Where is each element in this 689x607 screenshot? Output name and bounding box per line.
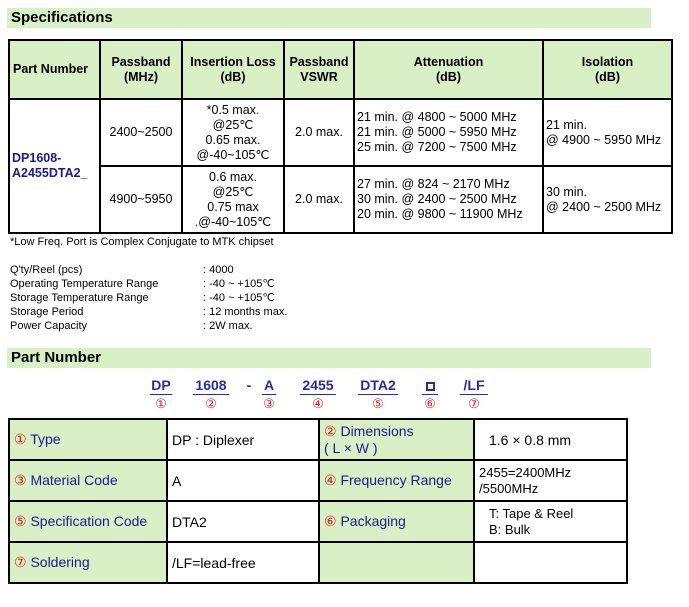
pn-value-type: DP : Diplexer bbox=[167, 419, 319, 460]
pn-label-specification: ⑤ Specification Code bbox=[9, 501, 167, 542]
properties-list bbox=[10, 263, 287, 333]
vswr-cell: 2.0 max. bbox=[284, 166, 354, 233]
property-value: : 2W max. bbox=[203, 320, 253, 332]
pn-label-frequency: ④ Frequency Range bbox=[319, 460, 474, 501]
property-value: : -40 ~ +105℃ bbox=[203, 278, 275, 290]
part-number-code bbox=[0, 377, 689, 417]
vswr-cell: 2.0 max. bbox=[284, 99, 354, 166]
packaging-square-icon bbox=[426, 382, 435, 391]
code-segment-type: DP ① bbox=[151, 377, 171, 411]
property-value: : -40 ~ +105℃ bbox=[203, 292, 275, 304]
pn-value-soldering: /LF=lead-free bbox=[167, 542, 319, 583]
property-value: : 4000 bbox=[203, 264, 234, 276]
passband-cell: 2400~2500 bbox=[100, 99, 182, 166]
spec-row-low bbox=[9, 99, 672, 166]
pn-row bbox=[9, 460, 627, 501]
code-segment-material: A ③ bbox=[263, 377, 275, 411]
pn-value-dimensions: 1.6 × 0.8 mm bbox=[474, 419, 627, 460]
header-isolation: Isolation (dB) bbox=[543, 40, 672, 99]
property-row bbox=[10, 263, 287, 277]
part-number-cell: DP1608- A2455DTA2_ bbox=[9, 99, 100, 233]
isolation-cell: 21 min. @ 4900 ~ 5950 MHz bbox=[543, 99, 672, 166]
attenuation-cell: 27 min. @ 824 ~ 2170 MHz 30 min. @ 2400 ~ 2500 MHz 20 min. @ 9800 ~ 11900 MHz bbox=[354, 166, 543, 233]
property-row bbox=[10, 291, 287, 305]
spec-row-high bbox=[9, 166, 672, 233]
property-label: Storage Temperature Range bbox=[10, 292, 149, 304]
specifications-table bbox=[8, 39, 673, 234]
property-label: Operating Temperature Range bbox=[10, 278, 159, 290]
pn-label-packaging: ⑥ Packaging bbox=[319, 501, 474, 542]
part-number-table bbox=[8, 418, 628, 584]
pn-label-material: ③ Material Code bbox=[9, 460, 167, 501]
pn-row bbox=[9, 501, 627, 542]
code-segment-frequency: 2455 ④ bbox=[300, 377, 336, 413]
passband-cell: 4900~5950 bbox=[100, 166, 182, 233]
code-segment-dimensions: 1608 ② bbox=[193, 377, 229, 413]
pn-label-type: ① Type bbox=[9, 419, 167, 460]
code-segment-dash: - bbox=[246, 377, 252, 393]
footnote: *Low Freq. Port is Complex Conjugate to MTK chipset bbox=[10, 236, 274, 248]
attenuation-cell: 21 min. @ 4800 ~ 5000 MHz 21 min. @ 5000 ~ 5950 MHz 25 min. @ 7200 ~ 7500 MHz bbox=[354, 99, 543, 166]
code-segment-specification: DTA2 ⑤ bbox=[358, 377, 398, 413]
property-label: Storage Period bbox=[10, 306, 84, 318]
property-row bbox=[10, 319, 287, 333]
insertion-loss-cell: 0.6 max. @25℃ 0.75 max .@-40~105℃ bbox=[182, 166, 284, 233]
pn-label-empty bbox=[319, 542, 474, 583]
specifications-heading: Specifications bbox=[7, 8, 651, 28]
pn-value-empty bbox=[474, 542, 627, 583]
pn-label-soldering: ⑦ Soldering bbox=[9, 542, 167, 583]
pn-value-packaging: T: Tape & Reel B: Bulk bbox=[474, 501, 627, 542]
property-row bbox=[10, 277, 287, 291]
pn-row bbox=[9, 542, 627, 583]
pn-row bbox=[9, 419, 627, 460]
pn-value-frequency: 2455=2400MHz /5500MHz bbox=[474, 460, 627, 501]
header-vswr: Passband VSWR bbox=[284, 40, 354, 99]
part-number-heading: Part Number bbox=[7, 348, 651, 368]
property-row bbox=[10, 305, 287, 319]
code-segment-soldering: /LF ⑦ bbox=[460, 377, 488, 413]
isolation-cell: 30 min. @ 2400 ~ 2500 MHz bbox=[543, 166, 672, 233]
pn-label-dimensions: ② Dimensions ( L × W ) bbox=[319, 419, 474, 460]
header-attenuation: Attenuation (dB) bbox=[354, 40, 543, 99]
header-passband: Passband (MHz) bbox=[100, 40, 182, 99]
property-value: : 12 months max. bbox=[203, 306, 288, 318]
pn-value-material: A bbox=[167, 460, 319, 501]
property-label: Power Capacity bbox=[10, 320, 88, 332]
insertion-loss-cell: *0.5 max. @25℃ 0.65 max. @-40~105℃ bbox=[182, 99, 284, 166]
code-segment-packaging: ⑥ bbox=[422, 377, 438, 413]
pn-value-specification: DTA2 bbox=[167, 501, 319, 542]
property-label: Q'ty/Reel (pcs) bbox=[10, 264, 83, 276]
header-insertion-loss: Insertion Loss (dB) bbox=[182, 40, 284, 99]
header-part-number: Part Number bbox=[9, 40, 100, 99]
spec-header-row bbox=[9, 40, 672, 99]
